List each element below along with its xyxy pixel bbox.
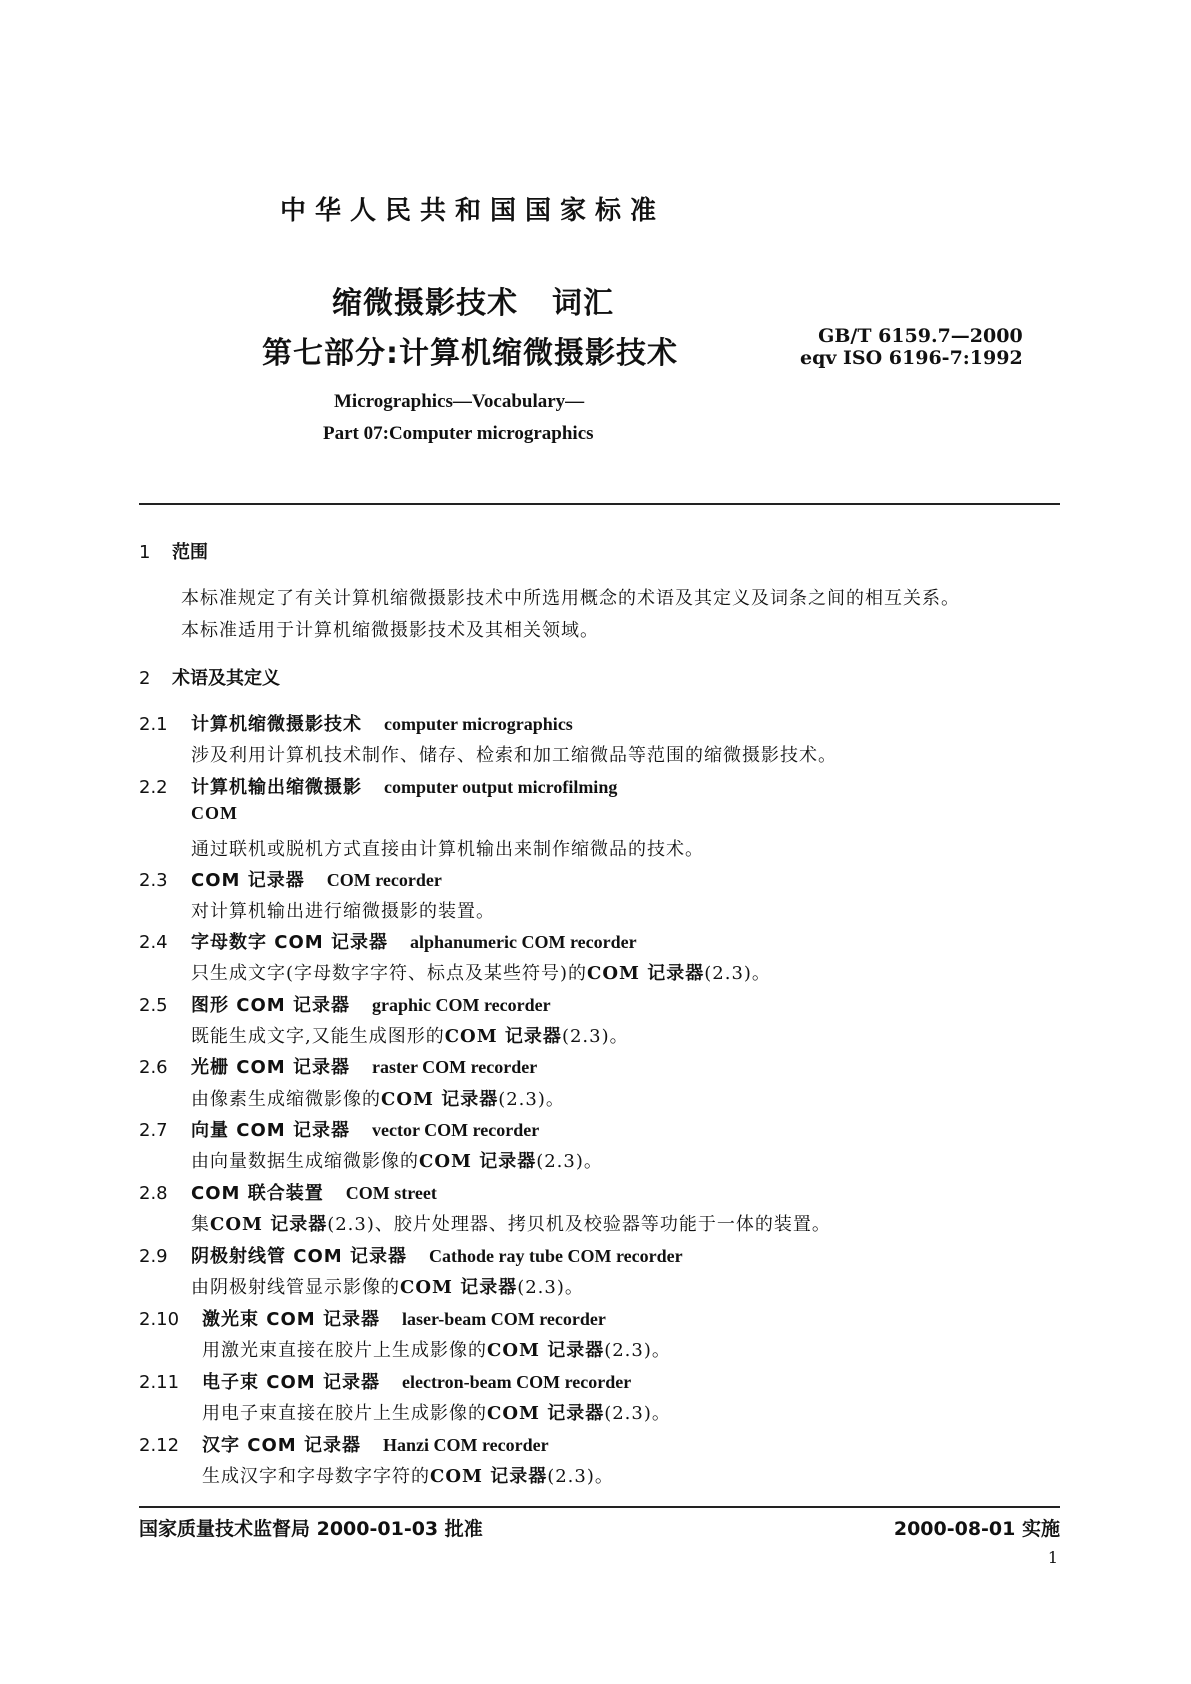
term-zh: 电子束 COM 记录器 [202, 1372, 380, 1393]
term-2-5 [139, 991, 551, 1017]
definition-text: 由向量数据生成缩微影像的 [191, 1151, 419, 1172]
title-en-line2: Part 07:Computer micrographics [323, 423, 594, 444]
term-zh: 光栅 COM 记录器 [191, 1057, 350, 1078]
term-number: 2.9 [139, 1246, 168, 1267]
term-2-7 [139, 1116, 539, 1142]
term-en: computer micrographics [384, 714, 573, 734]
term-zh: 向量 COM 记录器 [191, 1120, 350, 1141]
term-2-4 [139, 928, 637, 954]
title-zh-main-text: 缩微摄影技术 [332, 286, 518, 321]
standard-code: GB/T 6159.7—2000 [818, 325, 1023, 347]
section-1-paragraph-2: 本标准适用于计算机缩微摄影技术及其相关领域。 [181, 620, 599, 641]
section-2-heading [139, 664, 280, 690]
term-zh: 计算机缩微摄影技术 [191, 714, 362, 735]
definition-crossref: (2.3)。 [517, 1277, 584, 1298]
section-title: 术语及其定义 [172, 668, 280, 689]
definition-reference: COM 记录器 [430, 1466, 548, 1487]
term-number: 2.5 [139, 995, 168, 1016]
term-zh: 字母数字 COM 记录器 [191, 932, 388, 953]
national-standard-heading: 中华人民共和国国家标准 [280, 196, 666, 226]
term-2-1 [139, 710, 573, 736]
term-en: Cathode ray tube COM recorder [428, 1246, 683, 1266]
definition-reference: COM 记录器 [381, 1089, 499, 1110]
definition-crossref: (2.3)。 [604, 1340, 671, 1361]
definition-text: 既能生成文字,又能生成图形的 [191, 1026, 445, 1047]
term-en: electron-beam COM recorder [401, 1372, 632, 1392]
term-definition [191, 959, 771, 985]
term-number: 2.3 [139, 870, 168, 891]
definition-crossref: (2.3)。 [547, 1466, 614, 1487]
definition-reference: COM 记录器 [419, 1151, 537, 1172]
definition-text: 集 [191, 1214, 210, 1235]
term-2-12 [139, 1431, 549, 1457]
term-en: COM recorder [326, 870, 442, 890]
term-number: 2.10 [139, 1309, 180, 1330]
section-number: 1 [139, 542, 151, 563]
definition-crossref: (2.3)。 [561, 1026, 629, 1047]
section-1-paragraph-1: 本标准规定了有关计算机缩微摄影技术中所选用概念的术语及其定义及词条之间的相互关系。 [181, 588, 960, 609]
term-en: computer output microfilming [384, 777, 618, 797]
standard-codes [800, 325, 1023, 369]
equivalent-code: eqv ISO 6196-7:1992 [800, 347, 1023, 369]
footer-divider [139, 1506, 1060, 1508]
approval-date: 国家质量技术监督局 2000-01-03 批准 [139, 1518, 483, 1540]
definition-reference: COM 记录器 [487, 1340, 605, 1361]
definition-reference: COM 记录器 [444, 1026, 562, 1047]
term-zh: 图形 COM 记录器 [191, 995, 350, 1016]
section-1-heading [139, 538, 208, 564]
definition-reference: COM 记录器 [400, 1277, 518, 1298]
term-zh: 激光束 COM 记录器 [202, 1309, 380, 1330]
definition-text: 用激光束直接在胶片上生成影像的 [202, 1340, 487, 1361]
term-2-10 [139, 1305, 606, 1331]
term-number: 2.7 [139, 1120, 168, 1141]
term-definition: 对计算机输出进行缩微摄影的装置。 [191, 901, 495, 922]
term-zh: COM 记录器 [191, 870, 305, 891]
term-number: 2.4 [139, 932, 168, 953]
definition-crossref: (2.3)、胶片处理器、拷贝机及校验器等功能于一体的装置。 [327, 1214, 831, 1235]
term-2-2 [139, 773, 617, 799]
term-definition [191, 1147, 603, 1173]
term-definition [202, 1462, 614, 1488]
term-definition [191, 1022, 629, 1048]
term-definition: 涉及利用计算机技术制作、储存、检索和加工缩微品等范围的缩微摄影技术。 [191, 745, 837, 766]
term-number: 2.6 [139, 1057, 168, 1078]
term-number: 2.12 [139, 1435, 180, 1456]
term-number: 2.1 [139, 714, 168, 735]
definition-crossref: (2.3)。 [604, 1403, 671, 1424]
definition-text: 由阴极射线管显示影像的 [191, 1277, 400, 1298]
term-zh: 计算机输出缩微摄影 [191, 777, 362, 798]
term-2-8 [139, 1179, 437, 1205]
definition-crossref: (2.3)。 [498, 1089, 565, 1110]
term-definition [202, 1336, 671, 1362]
section-title: 范围 [172, 542, 208, 563]
definition-reference: COM 记录器 [210, 1214, 328, 1235]
term-en: vector COM recorder [371, 1120, 540, 1140]
definition-crossref: (2.3)。 [536, 1151, 603, 1172]
term-number: 2.2 [139, 777, 168, 798]
definition-text: 由像素生成缩微影像的 [191, 1089, 381, 1110]
term-abbr: COM [191, 803, 238, 823]
section-number: 2 [139, 668, 151, 689]
definition-reference: COM 记录器 [487, 1403, 605, 1424]
term-2-11 [139, 1368, 631, 1394]
term-zh: COM 联合装置 [191, 1183, 324, 1204]
term-number: 2.8 [139, 1183, 168, 1204]
term-en: COM street [345, 1183, 437, 1203]
title-zh-part: 第七部分:计算机缩微摄影技术 [262, 336, 678, 371]
term-zh: 汉字 COM 记录器 [202, 1435, 361, 1456]
term-definition [191, 1210, 831, 1236]
term-definition [191, 1085, 565, 1111]
header-divider [139, 503, 1060, 505]
definition-text: 生成汉字和字母数字字符的 [202, 1466, 430, 1487]
term-en: alphanumeric COM recorder [409, 932, 637, 952]
term-en: Hanzi COM recorder [382, 1435, 549, 1455]
definition-text: 用电子束直接在胶片上生成影像的 [202, 1403, 487, 1424]
term-definition [202, 1399, 671, 1425]
implementation-date: 2000-08-01 实施 [893, 1518, 1060, 1540]
term-2-9 [139, 1242, 683, 1268]
term-en: laser-beam COM recorder [401, 1309, 606, 1329]
title-zh-main [332, 278, 614, 322]
term-abbreviation [191, 803, 238, 824]
term-en: raster COM recorder [371, 1057, 538, 1077]
definition-reference: COM 记录器 [587, 963, 705, 984]
term-2-3 [139, 866, 442, 892]
term-zh: 阴极射线管 COM 记录器 [191, 1246, 407, 1267]
page-number: 1 [1047, 1548, 1058, 1567]
term-2-6 [139, 1053, 537, 1079]
term-definition [191, 1273, 584, 1299]
term-en: graphic COM recorder [371, 995, 551, 1015]
term-number: 2.11 [139, 1372, 180, 1393]
term-definition: 通过联机或脱机方式直接由计算机输出来制作缩微品的技术。 [191, 839, 704, 860]
definition-text: 只生成文字(字母数字字符、标点及某些符号)的 [191, 963, 588, 984]
definition-crossref: (2.3)。 [704, 963, 771, 984]
title-zh-sub-text: 词汇 [552, 286, 614, 321]
title-en-line1: Micrographics—Vocabulary— [334, 391, 585, 412]
